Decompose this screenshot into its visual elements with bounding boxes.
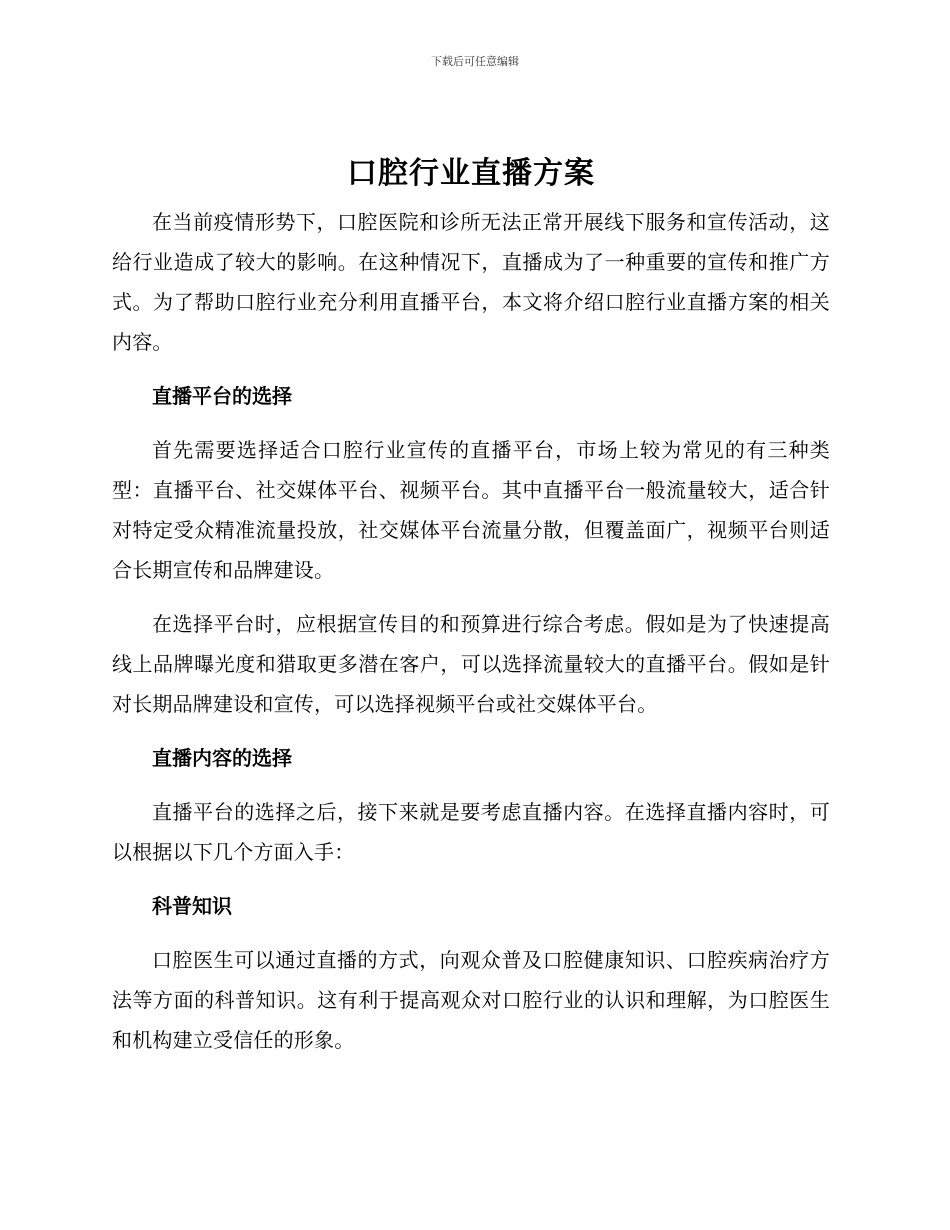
platform-paragraph-1: 首先需要选择适合口腔行业宣传的直播平台，市场上较为常见的有三种类型：直播平台、社交媒体平台、视频平台。其中直播平台一般流量较大，适合针对特定受众精准流量投放，社交媒体平台流量分散，但覆盖面广，视频平台则适合长期宣传和品牌建设。 bbox=[112, 438, 830, 582]
header-note: 下载后可任意编辑 bbox=[431, 55, 519, 68]
intro-paragraph: 在当前疫情形势下，口腔医院和诊所无法正常开展线下服务和宣传活动，这给行业造成了较大的影响。在这种情况下，直播成为了一种重要的宣传和推广方式。为了帮助口腔行业充分利用直播平台，本文将介绍口腔行业直播方案的相关内容。 bbox=[112, 210, 830, 354]
science-paragraph-1: 口腔医生可以通过直播的方式，向观众普及口腔健康知识、口腔疾病治疗方法等方面的科普知识。这有利于提高观众对口腔行业的认识和理解，为口腔医生和机构建立受信任的形象。 bbox=[112, 948, 830, 1052]
document-title: 口腔行业直播方案 bbox=[347, 156, 595, 191]
document-body bbox=[112, 152, 830, 1060]
section-heading-science: 科普知识 bbox=[152, 894, 232, 918]
section-heading-content: 直播内容的选择 bbox=[152, 746, 292, 770]
platform-paragraph-2: 在选择平台时，应根据宣传目的和预算进行综合考虑。假如是为了快速提高线上品牌曝光度和猎取更多潜在客户，可以选择流量较大的直播平台。假如是针对长期品牌建设和宣传，可以选择视频平台或社交媒体平台。 bbox=[112, 612, 830, 716]
content-paragraph-1: 直播平台的选择之后，接下来就是要考虑直播内容。在选择直播内容时，可以根据以下几个方面入手： bbox=[112, 800, 830, 864]
section-heading-platform: 直播平台的选择 bbox=[152, 384, 292, 408]
